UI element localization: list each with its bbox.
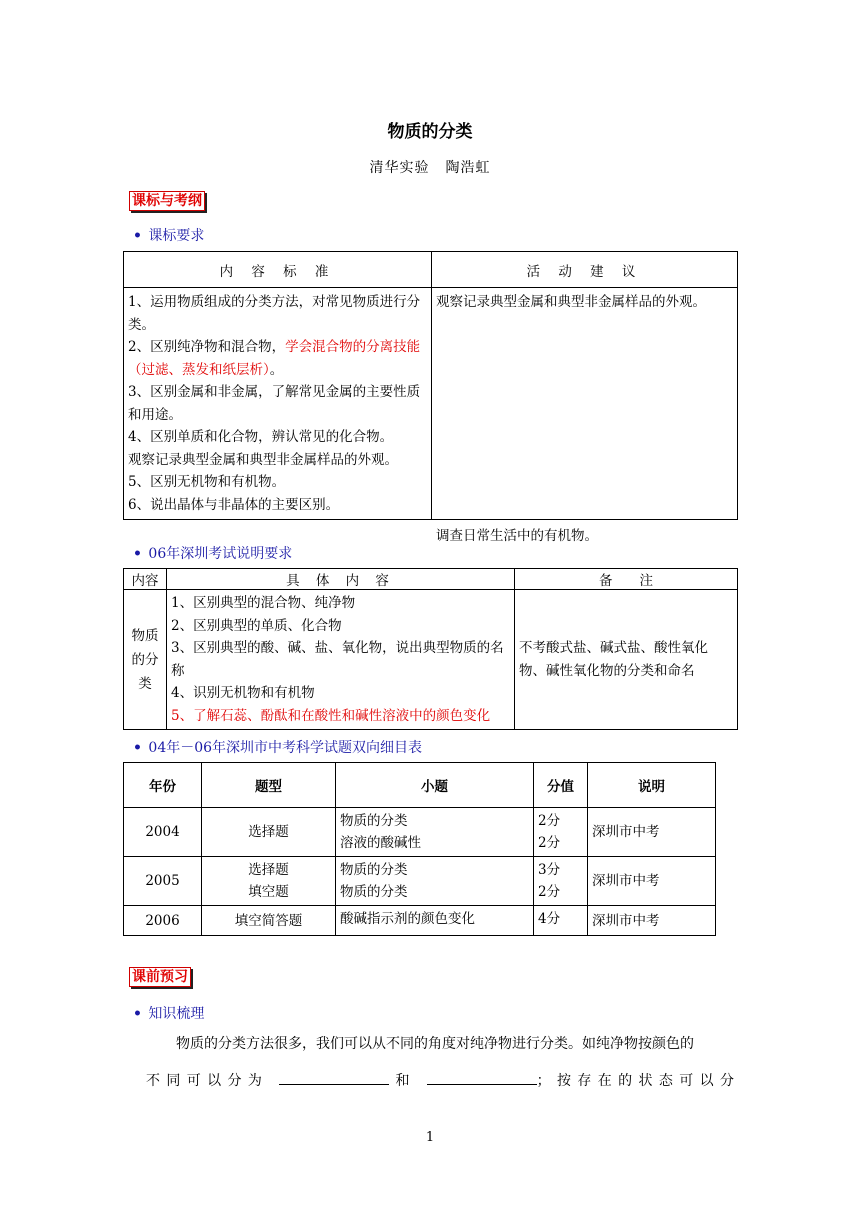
requirement-item: 4、识别无机物和有机物 (171, 685, 315, 701)
bullet-knowledge-review: • 知识梳理 (133, 1006, 205, 1022)
bullet-label: 04年－06年深圳市中考科学试题双向细目表 (148, 740, 423, 756)
table-header: 内容 (124, 569, 167, 590)
activity-suggestions-cell (432, 288, 738, 544)
table-header: 题型 (202, 763, 336, 808)
activity-item: 调查日常生活中的有机物。 (436, 528, 598, 544)
category-cell: 物质的分类 (124, 590, 167, 730)
requirement-item: 1、区别典型的混合物、纯净物 (171, 595, 356, 611)
author-line (0, 157, 860, 177)
bullet-label: 06年深圳考试说明要求 (148, 546, 293, 562)
specific-content-cell (167, 590, 515, 730)
bullet-curriculum-requirements: • 课标要求 (133, 228, 205, 244)
activity-item: 观察记录典型金属和典型非金属样品的外观。 (436, 294, 706, 310)
page-number: 1 (425, 1130, 435, 1145)
table-header: 小题 (336, 763, 534, 808)
author-school: 清华实验 (369, 160, 430, 176)
table-header: 年份 (124, 763, 202, 808)
table-row: 2004 选择题 物质的分类 溶液的酸碱性 2分 2分 深圳市中考 (124, 808, 716, 857)
note-cell: 不考酸式盐、碱式盐、酸性氧化物、碱性氧化物的分类和命名 (515, 590, 738, 730)
author-name: 陶浩虹 (445, 160, 491, 176)
table-row: 2005 选择题 填空题 物质的分类 物质的分类 3分 2分 深圳市中考 (124, 857, 716, 906)
standard-item: 5、区别无机物和有机物。 (128, 474, 286, 490)
standard-item: 2、区别纯净物和混合物，学会混合物的分离技能（过滤、蒸发和纸层析）。 (128, 339, 421, 378)
content-standards-cell (124, 288, 432, 520)
standard-item: 观察记录典型金属和典型非金属样品的外观。 (128, 451, 398, 468)
table-header: 活 动 建 议 (432, 252, 738, 288)
exam-breakdown-table (123, 762, 716, 936)
section-tag-curriculum: 课标与考纲 (129, 191, 205, 211)
highlight-text: 学会混合物的分离技能（过滤、蒸发和纸层析） (128, 339, 421, 378)
bullet-exam-breakdown: • 04年－06年深圳市中考科学试题双向细目表 (133, 740, 423, 756)
fill-in-line: 不同可以分为 和 ；按存在的状态可以分 (146, 1070, 734, 1090)
requirement-item-highlight: 5、了解石蕊、酚酞和在酸性和碱性溶液中的颜色变化 (171, 707, 491, 724)
standard-item: 3、区别金属和非金属，了解常见金属的主要性质和用途。 (128, 384, 421, 423)
section-tag-preview: 课前预习 (129, 967, 191, 987)
answer-blank[interactable] (279, 1070, 389, 1085)
standard-item: 4、区别单质和化合物，辨认常见的化合物。 (128, 429, 394, 445)
page-title: 物质的分类 (387, 122, 473, 142)
table-header: 分值 (534, 763, 588, 808)
table-header: 具 体 内 容 (167, 569, 515, 590)
table-row: 2006 填空简答题 酸碱指示剂的颜色变化 4分 深圳市中考 (124, 906, 716, 936)
bullet-label: 课标要求 (148, 228, 205, 244)
table-header: 内 容 标 准 (124, 252, 432, 288)
answer-blank[interactable] (427, 1070, 537, 1085)
requirement-item: 2、区别典型的单质、化合物 (171, 617, 342, 634)
bullet-label: 知识梳理 (148, 1006, 205, 1022)
table-header: 备 注 (515, 569, 738, 590)
requirement-item: 3、区别典型的酸、碱、盐、氧化物，说出典型物质的名称 (171, 640, 504, 679)
body-paragraph: 物质的分类方法很多，我们可以从不同的角度对纯净物进行分类。如纯净物按颜色的 (176, 1036, 694, 1052)
curriculum-table (123, 251, 738, 544)
exam-requirements-table (123, 568, 738, 730)
standard-item: 1、运用物质组成的分类方法，对常见物质进行分类。 (128, 294, 421, 333)
standard-item: 6、说出晶体与非晶体的主要区别。 (128, 496, 340, 513)
bullet-exam-requirements: • 06年深圳考试说明要求 (133, 546, 293, 562)
table-header: 说明 (588, 763, 716, 808)
